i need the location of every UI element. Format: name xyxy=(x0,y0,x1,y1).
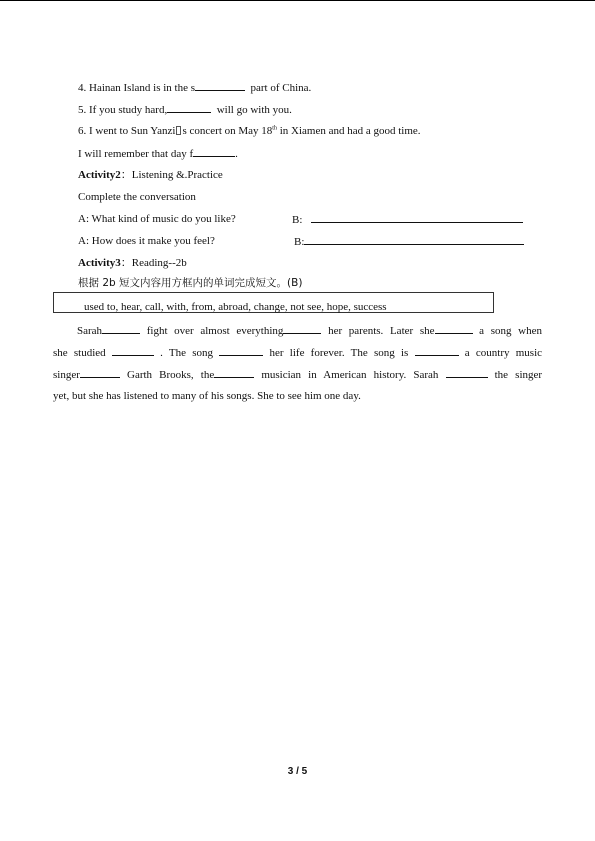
passage-line-3 xyxy=(53,367,542,382)
passage-line-2 xyxy=(53,345,542,360)
passage-blank-2[interactable] xyxy=(283,323,321,334)
q7-blank[interactable] xyxy=(193,146,235,157)
question-7 xyxy=(78,146,238,161)
passage-line-4: yet, but she has listened to many of his songs. She to see him one day. xyxy=(53,390,361,402)
q6-text-end: in Xiamen and had a good time. xyxy=(276,125,421,137)
q5-text-end: will go with you. xyxy=(216,104,292,116)
activity2-colon: ： xyxy=(120,169,132,181)
passage-text: . The song xyxy=(160,347,214,359)
activity3-title: Reading--2b xyxy=(131,257,187,269)
word-bank-text: used to, hear, call, with, from, abroad, change, not see, hope, success xyxy=(84,301,387,313)
q6-text-start: 6. I went to Sun Yanzi xyxy=(78,125,176,137)
passage-text: her life forever. The song is xyxy=(269,347,409,359)
passage-line-1 xyxy=(53,323,542,338)
passage-text: a country music xyxy=(464,347,543,359)
q5-text-start: 5. If you study hard, xyxy=(78,104,168,116)
b1-label: B: xyxy=(292,214,303,226)
q6-text-mid: s concert on May 18 xyxy=(182,125,273,137)
q5-blank[interactable] xyxy=(167,102,211,113)
question-5 xyxy=(78,102,292,117)
activity3-label: Activity3 xyxy=(78,257,121,269)
activity2-label: Activity2 xyxy=(78,169,121,181)
conversation-b1 xyxy=(292,212,523,227)
passage-blank-8[interactable] xyxy=(214,367,254,378)
q4-text-end: part of China. xyxy=(250,82,312,94)
activity3-colon: ： xyxy=(120,257,132,269)
passage-text: Garth Brooks, the xyxy=(127,369,215,381)
passage-blank-7[interactable] xyxy=(80,367,120,378)
conversation-b2 xyxy=(294,234,524,249)
q4-blank[interactable] xyxy=(195,80,245,91)
q4-text-start: 4. Hainan Island is in the s xyxy=(78,82,196,94)
activity2-title: Listening &.Practice xyxy=(131,169,223,181)
top-rule xyxy=(0,0,595,1)
passage-text: singer xyxy=(53,369,80,381)
passage-word: Sarah xyxy=(77,325,103,337)
passage-text: her parents. Later she xyxy=(328,325,435,337)
activity2-heading xyxy=(78,168,223,182)
b2-answer-blank[interactable] xyxy=(304,234,524,245)
q6-superscript: th xyxy=(272,125,277,132)
conversation-a2: A: How does it make you feel? xyxy=(78,235,215,247)
passage-blank-1[interactable] xyxy=(102,323,140,334)
b1-answer-blank[interactable] xyxy=(311,212,523,223)
activity3-heading xyxy=(78,256,187,270)
b2-label: B: xyxy=(294,236,305,248)
passage-blank-9[interactable] xyxy=(446,367,488,378)
missing-glyph-icon xyxy=(176,126,181,135)
passage-blank-3[interactable] xyxy=(435,323,473,334)
page-number: 3 / 5 xyxy=(287,766,308,777)
passage-text: she studied xyxy=(53,347,106,359)
passage-text: fight over almost everything xyxy=(146,325,284,337)
activity2-instruction: Complete the conversation xyxy=(78,191,196,203)
conversation-a1: A: What kind of music do you like? xyxy=(78,213,236,225)
passage-blank-4[interactable] xyxy=(112,345,154,356)
question-4 xyxy=(78,80,311,95)
passage-blank-5[interactable] xyxy=(219,345,263,356)
passage-text: musician in American history. Sarah xyxy=(261,369,439,381)
passage-text: a song when xyxy=(479,325,542,337)
q7-text-end: . xyxy=(235,148,238,160)
word-bank-box xyxy=(53,292,494,313)
q7-text-start: I will remember that day f xyxy=(78,148,194,160)
activity3-instruction: 根据 2b 短文内容用方框内的单词完成短文。(B) xyxy=(78,277,303,289)
passage-blank-6[interactable] xyxy=(415,345,459,356)
question-6 xyxy=(78,124,421,138)
passage-text: the singer xyxy=(494,369,543,381)
